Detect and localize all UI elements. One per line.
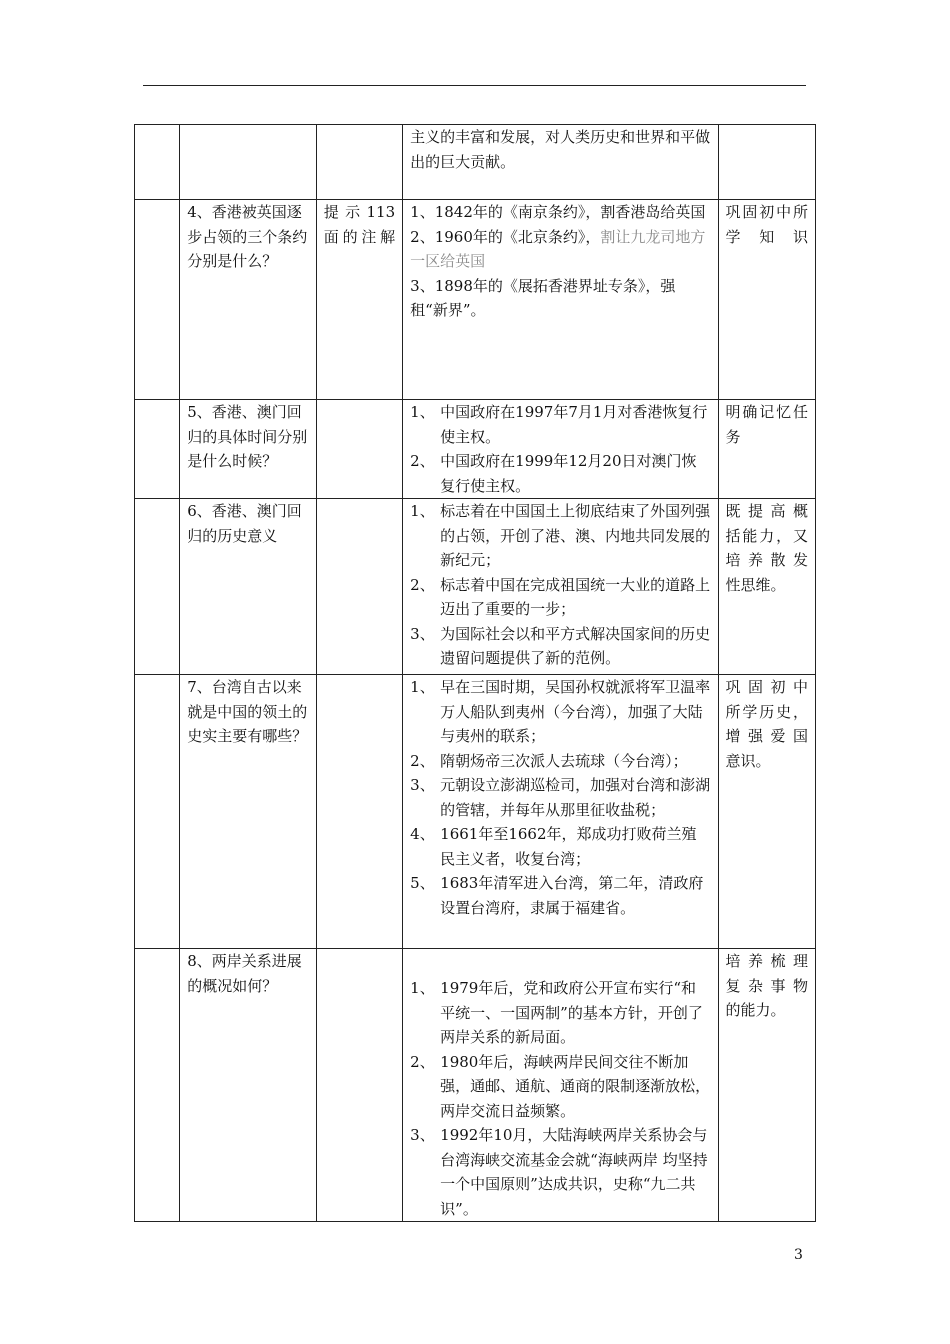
hint-cell xyxy=(316,200,402,400)
answer-text: 主义的丰富和发展，对人类历史和世界和平做出的巨大贡献。 xyxy=(410,128,711,171)
list-item: 2、 1980年后，海峡两岸民间交往不断加强，通邮、通航、通商的限制逐渐放松，两岸交流日益频繁。 xyxy=(410,1052,711,1120)
answer-list xyxy=(410,976,710,1221)
answer-list xyxy=(410,499,710,671)
answer-list xyxy=(410,675,710,920)
answer-list xyxy=(410,400,710,498)
goal-text: 明确记忆任务 xyxy=(725,403,808,446)
question-cell xyxy=(180,200,317,400)
hint-cell xyxy=(316,400,402,499)
answer-cell xyxy=(403,200,718,400)
goal-text: 既提高概 括能力，又 培养散发 性思维。 xyxy=(725,502,808,594)
answer-grey-text: 割让九龙司地方一区给英国 xyxy=(410,227,706,270)
goal-text: 培养梳理 复杂事物 的能力。 xyxy=(725,952,808,1019)
answer-line: 3、1898年的《展拓香港界址专条》，强租“新界”。 xyxy=(410,276,676,319)
goal-cell xyxy=(718,675,815,949)
list-item: 1、 中国政府在1997年7月1月对香港恢复行使主权。 xyxy=(410,403,708,446)
lesson-table xyxy=(134,124,816,1222)
question-text: 5、香港、澳门回归的具体时间分别是什么时候？ xyxy=(187,403,308,470)
hint-cell xyxy=(316,499,402,675)
list-item: 4、 1661年至1662年，郑成功打败荷兰殖民主义者，收复台湾； xyxy=(410,825,697,868)
list-item: 1、 标志着在中国国土上彻底结束了外国列强的占领，开创了港、澳、内地共同发展的新纪元； xyxy=(410,502,711,569)
answer-line: 2、1960年的《北京条约》，割让九龙司地方一区给英国 xyxy=(410,227,706,270)
goal-cell xyxy=(718,949,815,1222)
table-row xyxy=(135,400,816,499)
hint-text: 提示113面的注解 xyxy=(323,203,396,246)
table-row xyxy=(135,125,816,200)
answer-cell xyxy=(403,125,718,200)
table-row xyxy=(135,675,816,949)
blank-cell xyxy=(135,949,180,1222)
answer-cell xyxy=(403,499,718,675)
goal-cell xyxy=(718,200,815,400)
list-item: 3、 为国际社会以和平方式解决国家间的历史遗留问题提供了新的范例。 xyxy=(410,624,711,667)
answer-cell xyxy=(403,400,718,499)
goal-text: 巩固初中 所学历史， 增强爱国 意识。 xyxy=(725,678,808,770)
question-text: 6、香港、澳门回归的历史意义 xyxy=(187,502,302,545)
list-item: 2、 标志着中国在完成祖国统一大业的道路上迈出了重要的一步； xyxy=(410,575,711,618)
answer-line: 1、1842年的《南京条约》，割香港岛给英国 xyxy=(410,203,706,221)
header-rule xyxy=(143,85,806,86)
question-text: 8、两岸关系进展的概况如何？ xyxy=(187,952,302,995)
blank-cell xyxy=(135,400,180,499)
question-text: 4、香港被英国逐步占领的三个条约分别是什么？ xyxy=(187,203,308,270)
blank-cell xyxy=(135,675,180,949)
blank-cell xyxy=(135,125,180,200)
table-row xyxy=(135,200,816,400)
question-cell xyxy=(180,400,317,499)
blank-cell xyxy=(135,200,180,400)
question-cell xyxy=(180,675,317,949)
question-text: 7、台湾自古以来就是中国的领土的史实主要有哪些？ xyxy=(187,678,308,745)
list-item: 1、 1979年后，党和政府公开宣布实行“和平统一、一国两制”的基本方针，开创了两岸关系的新局面。 xyxy=(410,979,703,1046)
table-row xyxy=(135,499,816,675)
list-item: 1、 早在三国时期，吴国孙权就派将军卫温率万人船队到夷州（今台湾），加强了大陆与夷州的联系； xyxy=(410,678,711,745)
table-row xyxy=(135,949,816,1222)
answer-cell xyxy=(403,675,718,949)
goal-text: 巩固初中所学知识 xyxy=(725,203,808,246)
hint-cell xyxy=(316,949,402,1222)
list-item: 3、 元朝设立澎湖巡检司，加强对台湾和澎湖的管辖，并每年从那里征收盐税； xyxy=(410,776,711,819)
list-item: 3、 1992年10月，大陆海峡两岸关系协会与台湾海峡交流基金会就“海峡两岸 均坚持一个中国原则”达成共识，史称“九二共识”。 xyxy=(410,1126,708,1218)
list-item: 2、 隋朝炀帝三次派人去琉球（今台湾）； xyxy=(410,751,688,770)
hint-cell xyxy=(316,675,402,949)
question-cell xyxy=(180,949,317,1222)
answer-cell xyxy=(403,949,718,1222)
list-item: 2、 中国政府在1999年12月20日对澳门恢复行使主权。 xyxy=(410,452,697,495)
page-number: 3 xyxy=(794,1247,803,1263)
question-cell xyxy=(180,499,317,675)
goal-cell xyxy=(718,125,815,200)
list-item: 5、 1683年清军进入台湾，第二年，清政府设置台湾府，隶属于福建省。 xyxy=(410,874,704,917)
blank-cell xyxy=(135,499,180,675)
question-cell xyxy=(180,125,317,200)
hint-cell xyxy=(316,125,402,200)
goal-cell xyxy=(718,400,815,499)
goal-cell xyxy=(718,499,815,675)
